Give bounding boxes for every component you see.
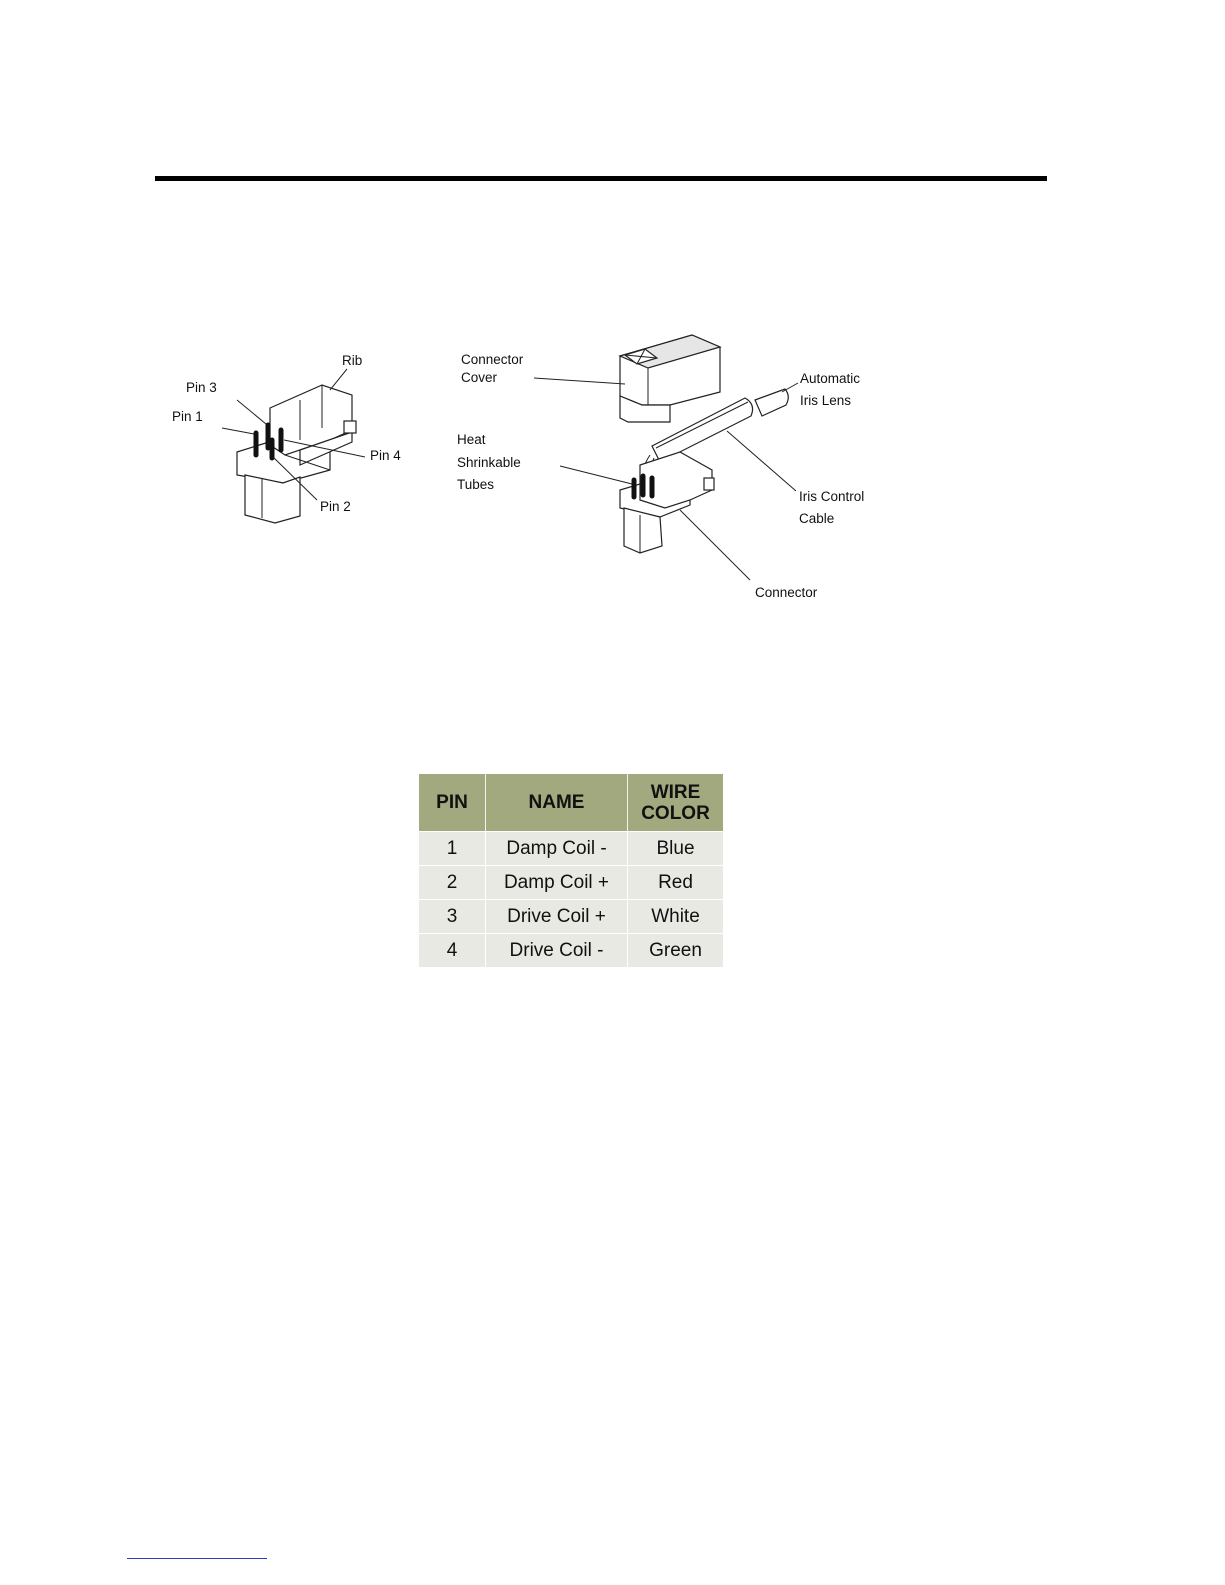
label-connector: Connector <box>755 585 818 600</box>
label-connector-cover-1: Connector <box>461 352 524 367</box>
header-pin: PIN <box>419 774 486 832</box>
cell-pin: 2 <box>419 866 486 900</box>
label-pin1: Pin 1 <box>172 409 203 424</box>
label-auto-iris-2: Iris Lens <box>800 393 852 408</box>
table-row <box>419 866 723 900</box>
label-pin3: Pin 3 <box>186 380 217 395</box>
header-wire: WIRE <box>650 781 701 803</box>
cell-pin: 3 <box>419 900 486 934</box>
iris-connector-drawing <box>620 452 714 553</box>
cell-color: White <box>628 900 724 934</box>
header-rule <box>155 176 1047 181</box>
cell-color: Green <box>628 934 724 968</box>
table-row <box>419 900 723 934</box>
label-heat-3: Tubes <box>457 477 495 492</box>
cell-name: Drive Coil + <box>486 900 628 934</box>
label-rib: Rib <box>342 353 363 368</box>
label-pin2: Pin 2 <box>320 499 351 514</box>
label-heat-1: Heat <box>457 432 486 447</box>
cell-name: Damp Coil - <box>486 832 628 866</box>
footnote-rule <box>127 1558 267 1559</box>
table-header-row <box>419 774 723 832</box>
header-color: COLOR <box>641 802 710 824</box>
connector-diagram <box>0 300 1225 620</box>
cell-name: Damp Coil + <box>486 866 628 900</box>
header-name: NAME <box>486 774 628 832</box>
label-heat-2: Shrinkable <box>457 455 521 470</box>
cell-color: Blue <box>628 832 724 866</box>
pin-wire-table <box>419 774 723 967</box>
label-iris-cable-2: Cable <box>799 511 835 526</box>
cell-color: Red <box>628 866 724 900</box>
cell-name: Drive Coil - <box>486 934 628 968</box>
cell-pin: 1 <box>419 832 486 866</box>
label-pin4: Pin 4 <box>370 448 401 463</box>
table-row <box>419 832 723 866</box>
label-auto-iris-1: Automatic <box>800 371 861 386</box>
cell-pin: 4 <box>419 934 486 968</box>
table-row <box>419 934 723 968</box>
label-iris-cable-1: Iris Control <box>799 489 865 504</box>
header-wire-color <box>628 774 724 832</box>
connector-cover-drawing <box>620 335 720 422</box>
label-connector-cover-2: Cover <box>461 370 498 385</box>
